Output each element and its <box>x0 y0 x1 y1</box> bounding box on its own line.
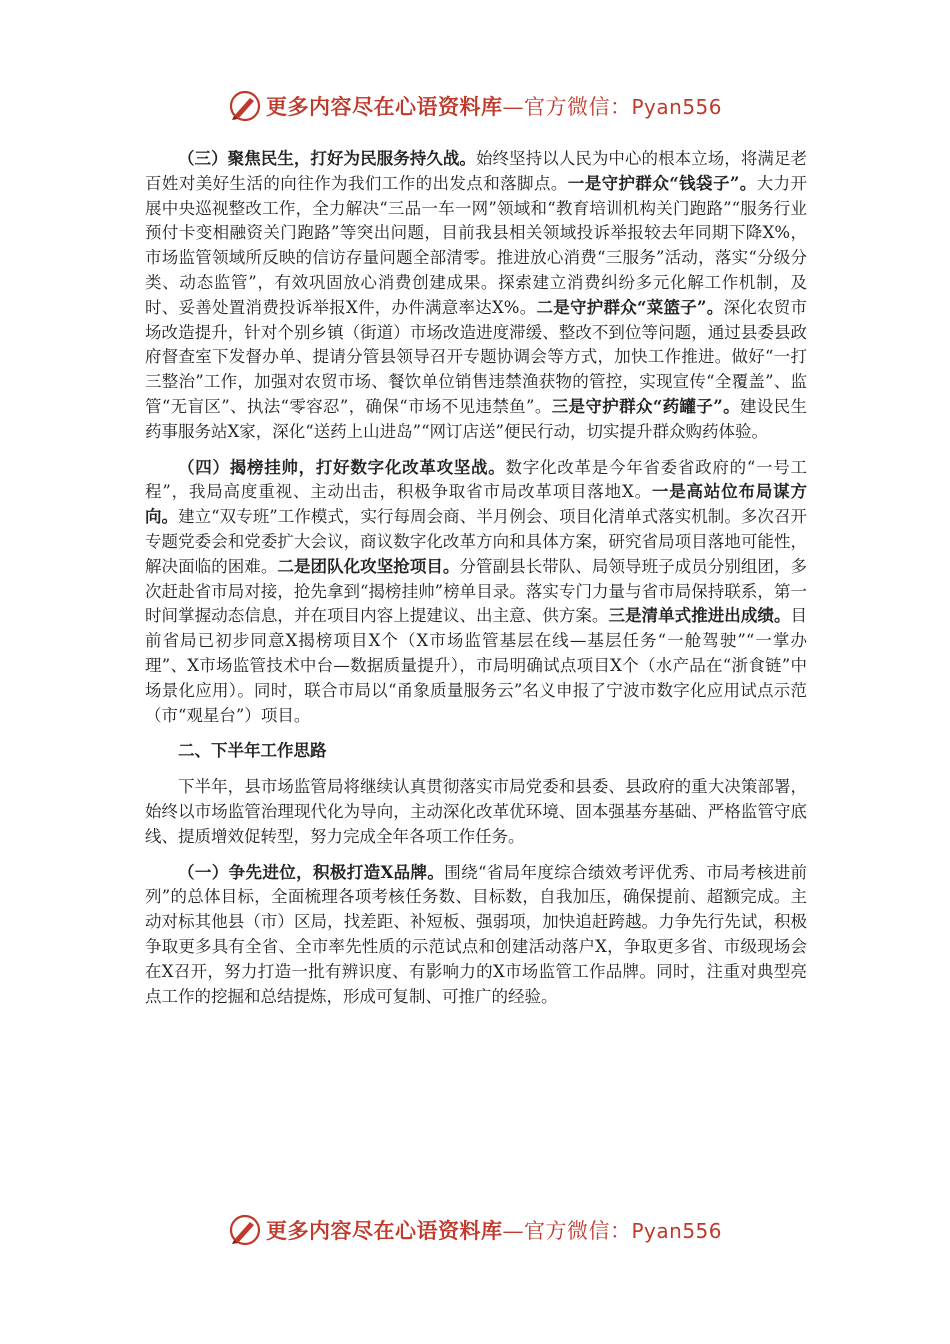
pen-logo-icon <box>228 1213 262 1247</box>
banner-text <box>266 91 722 121</box>
bold-run: 三是清单式推进出成绩。 <box>608 606 791 626</box>
bold-run: （四）揭榜挂帅，打好数字化改革攻坚战。 <box>178 457 506 477</box>
text-run: 分管副县长带队、局领导班子成员分别组团，多次赶赴省市局对接，抢先拿到“揭榜挂帅”榜单目录。落实专门力量与省市局保持联系，第一时间掌握动态信息，并在项目内容上提建议、出主意、供方案。 <box>145 556 808 626</box>
banner-prefix: 更多内容尽在心语资料库 <box>265 1218 503 1243</box>
bold-run: （一）争先进位，积极打造X品牌。 <box>178 862 445 882</box>
document-body <box>145 147 807 1009</box>
text-run: 目前省局已初步同意X揭榜项目X个（X市场监管基层在线—基层任务“一舱驾驶”“一掌办理”、X市场监管技术中台—数据质量提升），市局明确试点项目X个（水产品在“浙食链”中场景化应用）。同时，联合市局以“甬象质量服务云”名义申报了宁波市数字化应用试点示范（市“观星台”）项目。 <box>145 606 808 725</box>
paragraph <box>145 775 807 849</box>
banner-text <box>266 1215 722 1245</box>
text-run: 围绕“省局年度综合绩效考评优秀、市局考核进前列”的总体目标，全面梳理各项考核任务数、目标数，自我加压，确保提前、超额完成。主动对标其他县（市）区局，找差距、补短板、强弱项，加快追赶跨越。力争先行先试，积极争取更多具有全省、全市率先性质的示范试点和创建活动落户X，争取更多省、市级现场会在X召开，努力打造一批有辨识度、有影响力的X市场监管工作品牌。同时，注重对典型亮点工作的挖掘和总结提炼，形成可复制、可推广的经验。 <box>145 862 807 1006</box>
text-run: 建设民生药事服务站X家，深化“送药上山进岛”“网订店送”便民行动，切实提升群众购药体验。 <box>145 396 808 441</box>
banner-wechat-id: Pyan556 <box>631 95 722 119</box>
text-run: 下半年，县市场监管局将继续认真贯彻落实市局党委和县委、县政府的重大决策部署，始终以市场监管治理现代化为导向，主动深化改革优环境、固本强基夯基础、严格监管守底线、提质增效促转型，努力完成全年各项工作任务。 <box>145 777 807 846</box>
text-run: 大力开展中央巡视整改工作，全力解决“三品一车一网”领域和“教育培训机构关门跑路”“服务行业预付卡变相融资关门跑路”等突出问题，目前我县相关领域投诉举报较去年同期下降X%，市场监管领域所反映的信访存量问题全部清零。推进放心消费“三服务”活动，落实“分级分类、动态监管”，有效巩固放心消费创建成果。探索建立消费纠纷多元化解工作机制，及时、妥善处置消费投诉举报X件，办件满意率达X%。 <box>145 173 808 317</box>
text-run: 始终坚持以人民为中心的根本立场，将满足老百姓对美好生活的向往作为我们工作的出发点和落脚点。 <box>145 149 808 193</box>
paragraph <box>145 861 807 1010</box>
paragraph <box>145 456 807 729</box>
bold-run: 一是高站位布局谋方向。 <box>145 482 807 527</box>
text-run: 建立“双专班”工作模式，实行每周会商、半月例会、项目化清单式落实机制。多次召开专题党委会和党委扩大会议，商议数字化改革方向和具体方案，研究省局项目落地可能性，解决面临的困难。 <box>145 507 808 576</box>
header-watermark-banner <box>0 86 950 126</box>
bold-run: 一是守护群众“钱袋子”。 <box>567 173 757 193</box>
banner-dash: — <box>502 1219 524 1243</box>
bold-run: 二、下半年工作思路 <box>178 741 327 761</box>
bold-run: （三）聚焦民生，打好为民服务持久战。 <box>178 149 476 168</box>
section-heading <box>145 739 807 764</box>
text-run: 深化农贸市场改造提升，针对个别乡镇（街道）市场改造进度滞缓、整改不到位等问题，通过县委县政府督查室下发督办单、提请分管县领导召开专题协调会等方式，加快工作推进。做好“一打三整治”工作，加强对农贸市场、餐饮单位销售违禁渔获物的管控，实现宣传“全覆盖”、监管“无盲区”、执法“零容忍”，确保“市场不见违禁鱼”。 <box>145 297 808 416</box>
text-run: 数字化改革是今年省委省政府的“一号工程”，我局高度重视、主动出击，积极争取省市局改革项目落地X。 <box>145 457 808 502</box>
bold-run: 二是守护群众“菜篮子”。 <box>536 297 724 317</box>
banner-suffix: 官方微信： <box>523 95 632 119</box>
pen-logo-icon <box>228 89 262 123</box>
footer-watermark-banner <box>0 1210 950 1250</box>
banner-prefix: 更多内容尽在心语资料库 <box>265 94 503 119</box>
banner-suffix: 官方微信： <box>523 1219 632 1243</box>
banner-dash: — <box>502 95 524 119</box>
banner-wechat-id: Pyan556 <box>631 1219 722 1243</box>
bold-run: 二是团队化攻坚抢项目。 <box>277 556 460 576</box>
bold-run: 三是守护群众“药罐子”。 <box>551 396 740 416</box>
paragraph <box>145 147 807 445</box>
